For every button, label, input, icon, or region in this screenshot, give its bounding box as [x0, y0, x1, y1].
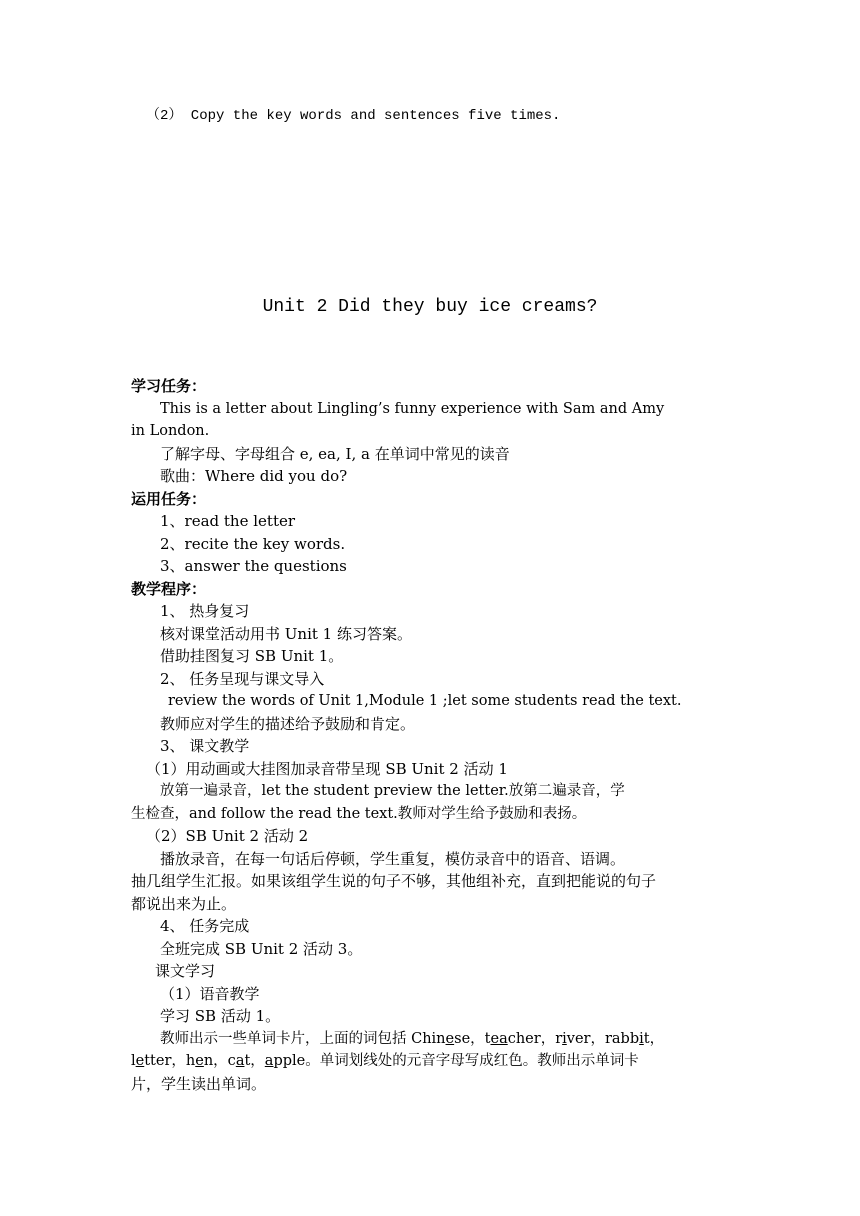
vocab-card-line: letter，hen，cat，apple。单词划线处的元音字母写成红色。教师出示单词卡 — [131, 1053, 639, 1069]
procedure-line: （2）SB Unit 2 活动 2 — [146, 827, 309, 845]
apply-tasks-heading: 运用任务： — [131, 490, 207, 508]
procedure-line: （1）用动画或大挂图加录音带呈现 SB Unit 2 活动 1 — [146, 760, 508, 778]
procedure-line: 放第一遍录音，let the student preview the letter.放第二遍录音，学 — [160, 783, 625, 799]
procedure-line: 核对课堂活动用书 Unit 1 练习答案。 — [160, 625, 412, 643]
apply-task-item: 2、recite the key words. — [160, 535, 346, 553]
procedure-line: 借助挂图复习 SB Unit 1。 — [160, 647, 344, 665]
procedure-line: 片，学生读出单词。 — [131, 1075, 267, 1093]
procedure-step: 2、 任务呈现与课文导入 — [160, 670, 325, 688]
learning-task-line: 歌曲：Where did you do? — [160, 467, 348, 485]
procedure-line: 学习 SB 活动 1。 — [160, 1007, 281, 1025]
procedure-heading: 教学程序： — [131, 580, 207, 598]
page-title: Unit 2 Did they buy ice creams? — [262, 297, 598, 317]
homework-item-2: （2） Copy the key words and sentences five times. — [146, 108, 561, 124]
learning-task-line: in London. — [131, 423, 210, 439]
apply-task-item: 3、answer the questions — [160, 557, 347, 575]
procedure-step: 1、 热身复习 — [160, 602, 250, 620]
procedure-step: 4、 任务完成 — [160, 917, 250, 935]
procedure-line: 播放录音，在每一句话后停顿，学生重复，模仿录音中的语音、语调。 — [160, 850, 626, 868]
procedure-line: （1）语音教学 — [160, 985, 260, 1003]
procedure-line: 都说出来为止。 — [131, 895, 237, 913]
procedure-step: 3、 课文教学 — [160, 737, 250, 755]
apply-task-item: 1、read the letter — [160, 512, 296, 530]
learning-task-line: 了解字母、字母组合 e, ea, I, a 在单词中常见的读音 — [160, 445, 510, 463]
procedure-line: 抽几组学生汇报。如果该组学生说的句子不够，其他组补充，直到把能说的句子 — [131, 872, 657, 890]
learning-tasks-heading: 学习任务： — [131, 377, 207, 395]
learning-task-line: This is a letter about Lingling’s funny experience with Sam and Amy — [160, 401, 665, 417]
vocab-card-line: 教师出示一些单词卡片，上面的词包括 Chinese，teacher，river，rabbit， — [160, 1031, 665, 1047]
procedure-line: 教师应对学生的描述给予鼓励和肯定。 — [160, 715, 416, 733]
procedure-line: 课文学习 — [155, 962, 216, 980]
procedure-line: 生检查，and follow the read the text.教师对学生给予鼓励和表扬。 — [131, 806, 587, 822]
procedure-line: 全班完成 SB Unit 2 活动 3。 — [160, 940, 363, 958]
procedure-line: review the words of Unit 1,Module 1 ;let some students read the text. — [168, 693, 682, 709]
